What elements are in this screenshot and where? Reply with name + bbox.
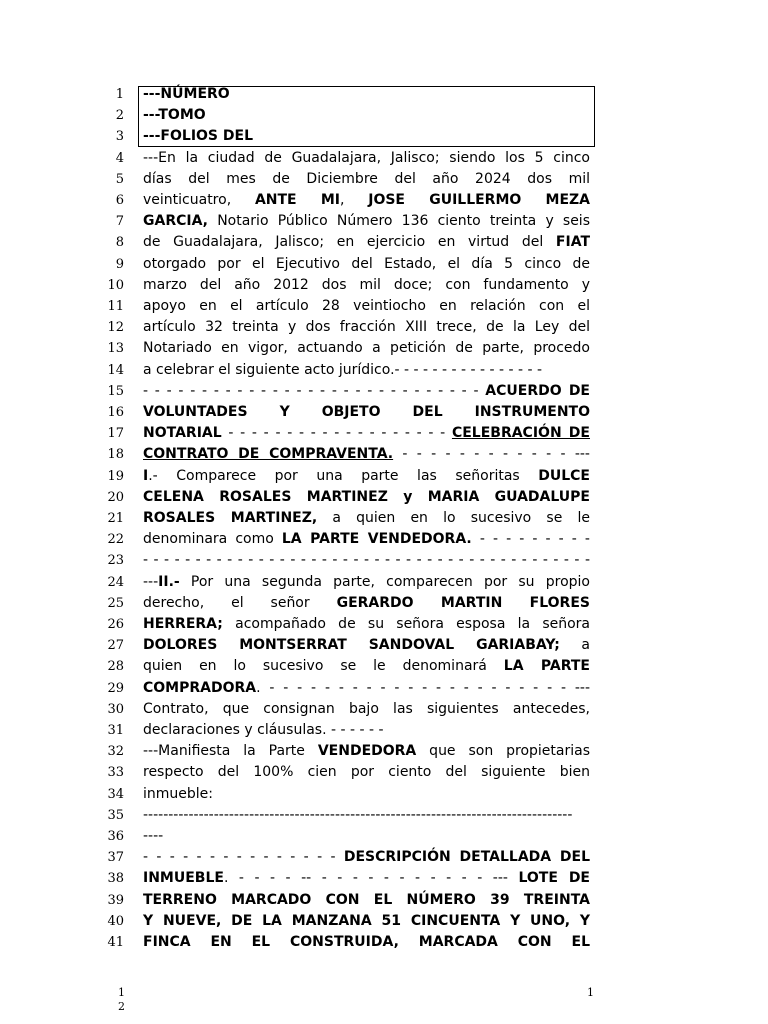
text-segment: - - - - - - - - - - - - - - - - - - - - - - - - - - - - - - - - - - - - - - - - - - - [143, 552, 590, 569]
text-segment: ---- [143, 828, 164, 844]
bold-text: LA PARTE [503, 658, 590, 675]
line-number: 2 [115, 108, 124, 124]
text-line [143, 254, 590, 275]
line-number: 11 [107, 299, 124, 314]
line-number: 35 [107, 807, 124, 823]
text-segment: declaraciones y cláusulas. - - - - - - [143, 722, 384, 738]
line-number: 10 [107, 277, 124, 293]
text-line [143, 296, 590, 317]
text-segment: quien en lo sucesivo se le denominará [143, 658, 504, 675]
line-number: 32 [107, 744, 124, 760]
text-line [143, 572, 590, 593]
text-segment: .- Comparece por una parte las señoritas [148, 467, 539, 484]
text-line [143, 402, 590, 423]
bold-text: LA PARTE VENDEDORA. [281, 531, 472, 548]
line-number: 27 [107, 638, 124, 654]
line-number: 25 [107, 595, 124, 611]
text-segment: - - - - - - - - - - - - - - - - - - - - - - - - - - - - - [143, 382, 486, 399]
line-number: 34 [107, 786, 124, 802]
line-number: 28 [107, 659, 124, 675]
text-segment: a celebrar el siguiente acto jurídico.- - - - - - - - - - - - - - - - [143, 361, 543, 378]
text-line [143, 847, 590, 868]
text-line [143, 550, 590, 571]
line-number: 39 [107, 892, 124, 908]
footer-page-number: 1 [587, 986, 594, 999]
text-line [143, 741, 590, 762]
bold-text: Y NUEVE, DE LA MANZANA 51 CINCUENTA Y UNO, Y [143, 912, 590, 929]
text-line [143, 890, 590, 911]
text-segment: artículo 32 treinta y dos fracción XIII trece, de la Ley del [143, 319, 590, 336]
text-segment: que son propietarias [416, 743, 590, 760]
bold-text: TERRENO MARCADO CON EL NÚMERO 39 TREINTA [143, 891, 590, 908]
bold-text: FINCA EN EL CONSTRUIDA, MARCADA CON EL [143, 934, 590, 950]
bold-text: VENDEDORA [317, 743, 417, 760]
text-line [143, 360, 590, 381]
bold-text: VOLUNTADES Y OBJETO DEL INSTRUMENTO [143, 404, 590, 420]
line-number: 40 [107, 913, 124, 929]
line-number: 21 [107, 511, 124, 526]
bold-text: CELENA ROSALES MARTINEZ y MARIA GUADALUPE [143, 488, 590, 505]
line-number: 37 [107, 850, 124, 866]
text-line [143, 826, 590, 847]
text-line [143, 105, 590, 126]
bold-text: II.- [158, 573, 180, 590]
line-number: 7 [115, 214, 124, 230]
text-line [143, 423, 590, 444]
line-number: 5 [115, 171, 124, 187]
text-segment: Notario Público Número 136 ciento treinta y seis [208, 213, 590, 230]
text-line [143, 635, 590, 656]
text-line [143, 932, 590, 953]
text-line [143, 126, 590, 147]
text-segment: otorgado por el Ejecutivo del Estado, el día 5 cinco de [143, 255, 590, 272]
text-line [143, 508, 590, 529]
text-segment: ---Manifiesta la Parte [143, 743, 318, 760]
text-segment: Contrato, que consignan bajo las siguientes antecedes, [143, 700, 590, 717]
line-number: 17 [107, 426, 124, 442]
line-number: 38 [107, 871, 124, 887]
bold-text: ---TOMO [143, 107, 206, 124]
line-number: 20 [107, 489, 124, 505]
footer-left-number-bottom: 2 [118, 1000, 125, 1013]
bold-text: DULCE [538, 467, 590, 484]
bold-text: COMPRADORA [143, 679, 257, 696]
bold-text: NOTARIAL [143, 425, 222, 442]
text-segment: , [339, 192, 369, 208]
text-line [143, 911, 590, 932]
text-segment: Notariado en vigor, actuando a petición de parte, procedo [143, 340, 590, 357]
text-line [143, 275, 590, 296]
text-line [143, 529, 590, 550]
bold-text: HERRERA; [143, 616, 223, 632]
footer-left-number-top: 1 [118, 986, 125, 999]
text-line [143, 487, 590, 508]
text-line [143, 444, 590, 465]
text-line [143, 678, 590, 699]
bold-text: FIAT [555, 234, 590, 251]
bold-text: CELEBRACIÓN DE [451, 425, 590, 442]
text-segment: denominara como [143, 531, 282, 548]
text-segment: días del mes de Diciembre del año 2024 dos mil [143, 170, 590, 187]
bold-text: ANTE MI [254, 192, 340, 208]
text-line [143, 317, 590, 338]
text-segment: inmueble: [143, 785, 213, 802]
line-number: 6 [115, 193, 124, 208]
text-segment: - - - - - - - - - - - - --- [393, 446, 590, 463]
text-segment: a [559, 637, 591, 654]
bold-text: ---NÚMERO [143, 86, 230, 102]
line-number: 13 [107, 341, 124, 357]
text-segment: ---En la ciudad de Guadalajara, Jalisco; siendo los 5 cinco [143, 149, 590, 166]
line-number: 4 [115, 150, 124, 166]
text-line [143, 762, 590, 783]
text-line [143, 211, 590, 232]
bold-text: DESCRIPCIÓN DETALLADA DEL [343, 849, 590, 866]
text-segment: marzo del año 2012 dos mil doce; con fundamento y [143, 276, 590, 293]
text-segment: - - - - - - - - - - - - - - - [143, 849, 344, 866]
line-number: 1 [115, 87, 124, 102]
text-segment: . - - - - -- - - - - - - - - - - - --- [223, 870, 519, 887]
text-segment: - - - - - - - - - - - - - - - - - - - [221, 425, 452, 442]
text-line [143, 148, 590, 169]
text-line [143, 656, 590, 677]
bold-text: ROSALES MARTINEZ, [143, 510, 318, 526]
text-line [143, 84, 590, 105]
text-line [143, 614, 590, 635]
line-number: 24 [107, 574, 124, 590]
text-line [143, 338, 590, 359]
text-segment: Por una segunda parte, comparecen por su propio [179, 573, 590, 590]
text-segment: veinticuatro, [143, 192, 255, 208]
text-line [143, 805, 590, 826]
text-segment: --- [143, 573, 159, 590]
line-number: 41 [107, 935, 124, 950]
text-line [143, 190, 590, 211]
text-line [143, 593, 590, 614]
line-number: 3 [115, 129, 124, 145]
text-line [143, 381, 590, 402]
bold-text: GARCIA, [143, 213, 209, 230]
bold-text: I [143, 467, 149, 484]
text-line [143, 699, 590, 720]
line-number: 19 [107, 468, 124, 484]
line-number: 30 [107, 701, 124, 717]
line-number: 16 [107, 405, 124, 420]
footer-left-numbers [118, 986, 130, 1014]
line-number: 14 [107, 362, 124, 378]
bold-text: LOTE DE [518, 870, 590, 887]
line-number: 22 [107, 532, 124, 548]
bold-text: ---FOLIOS DEL [143, 128, 253, 145]
line-number: 33 [107, 765, 124, 781]
text-segment: apoyo en el artículo 28 veintiocho en relación con el [143, 298, 590, 314]
bold-text: DOLORES MONTSERRAT SANDOVAL GARIABAY; [143, 637, 560, 654]
line-number: 9 [115, 256, 124, 272]
line-number: 12 [107, 320, 124, 336]
text-segment: . - - - - - - - - - - - - - - - - - - - - - - --- [256, 679, 590, 696]
text-segment: ------------------------------------------------------------------------------------- [143, 806, 573, 823]
line-number: 36 [107, 829, 124, 844]
text-line [143, 169, 590, 190]
text-line [143, 466, 590, 487]
text-segment: respecto del 100% cien por ciento del siguiente bien [143, 764, 590, 781]
bold-text: JOSE GUILLERMO MEZA [368, 192, 591, 208]
text-segment: acompañado de su señora esposa la señora [222, 616, 590, 632]
text-segment: de Guadalajara, Jalisco; en ejercicio en virtud del [143, 234, 556, 251]
line-number: 31 [107, 723, 124, 738]
line-number: 15 [107, 383, 124, 399]
text-segment: derecho, el señor [143, 594, 337, 611]
line-number: 29 [107, 680, 124, 696]
text-segment: a quien en lo sucesivo se le [317, 510, 591, 526]
bold-text: GERARDO MARTIN FLORES [336, 594, 590, 611]
text-segment: - - - - - - - - - [471, 531, 590, 548]
text-line [143, 720, 590, 741]
line-number: 23 [107, 553, 124, 569]
text-line [143, 868, 590, 889]
bold-text: INMUEBLE [143, 870, 224, 887]
bold-text: ACUERDO DE [485, 382, 591, 399]
line-number: 26 [107, 617, 124, 632]
bold-text: CONTRATO DE COMPRAVENTA. [143, 446, 394, 463]
line-number: 8 [115, 235, 124, 251]
line-number: 18 [107, 447, 124, 463]
text-line [143, 784, 590, 805]
text-line [143, 232, 590, 253]
